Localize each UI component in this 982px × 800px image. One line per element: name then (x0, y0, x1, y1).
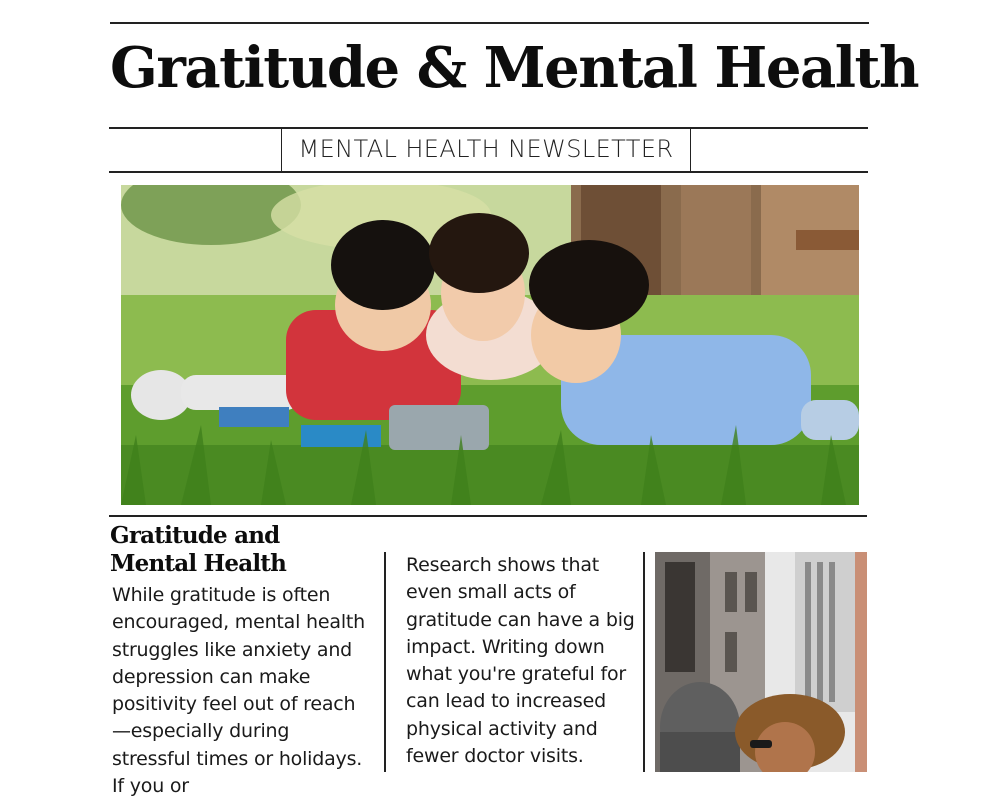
photo-icon (655, 552, 867, 772)
section-label-text: MENTAL HEALTH NEWSLETTER (298, 135, 674, 163)
hero-photo (121, 185, 859, 505)
top-rule (110, 22, 869, 24)
side-photo (655, 552, 867, 772)
column-1-text: While gratitude is often encouraged, mental health struggles like anxiety and depression can make positivity feel out of reach—especially during stressful times or holidays. If you or (112, 584, 365, 798)
article-column-1 (110, 522, 372, 800)
column-divider-1 (384, 552, 386, 772)
article-heading (110, 522, 372, 578)
article-heading-line-2: Mental Health (110, 550, 287, 577)
content-top-rule (109, 515, 867, 517)
page-title: Gratitude & Mental Health (110, 35, 919, 101)
column-divider-2 (643, 552, 645, 772)
masthead-bottom-rule (109, 171, 868, 173)
article-heading-line-1: Gratitude and (110, 522, 280, 549)
column-2-text: Research shows that even small acts of gratitude can have a big impact. Writing down what you're grateful for can lead to increased physical activity and fewer doctor visits. (406, 554, 635, 768)
photo-icon (121, 185, 859, 505)
article-column-2 (406, 552, 638, 770)
section-label (281, 127, 691, 171)
